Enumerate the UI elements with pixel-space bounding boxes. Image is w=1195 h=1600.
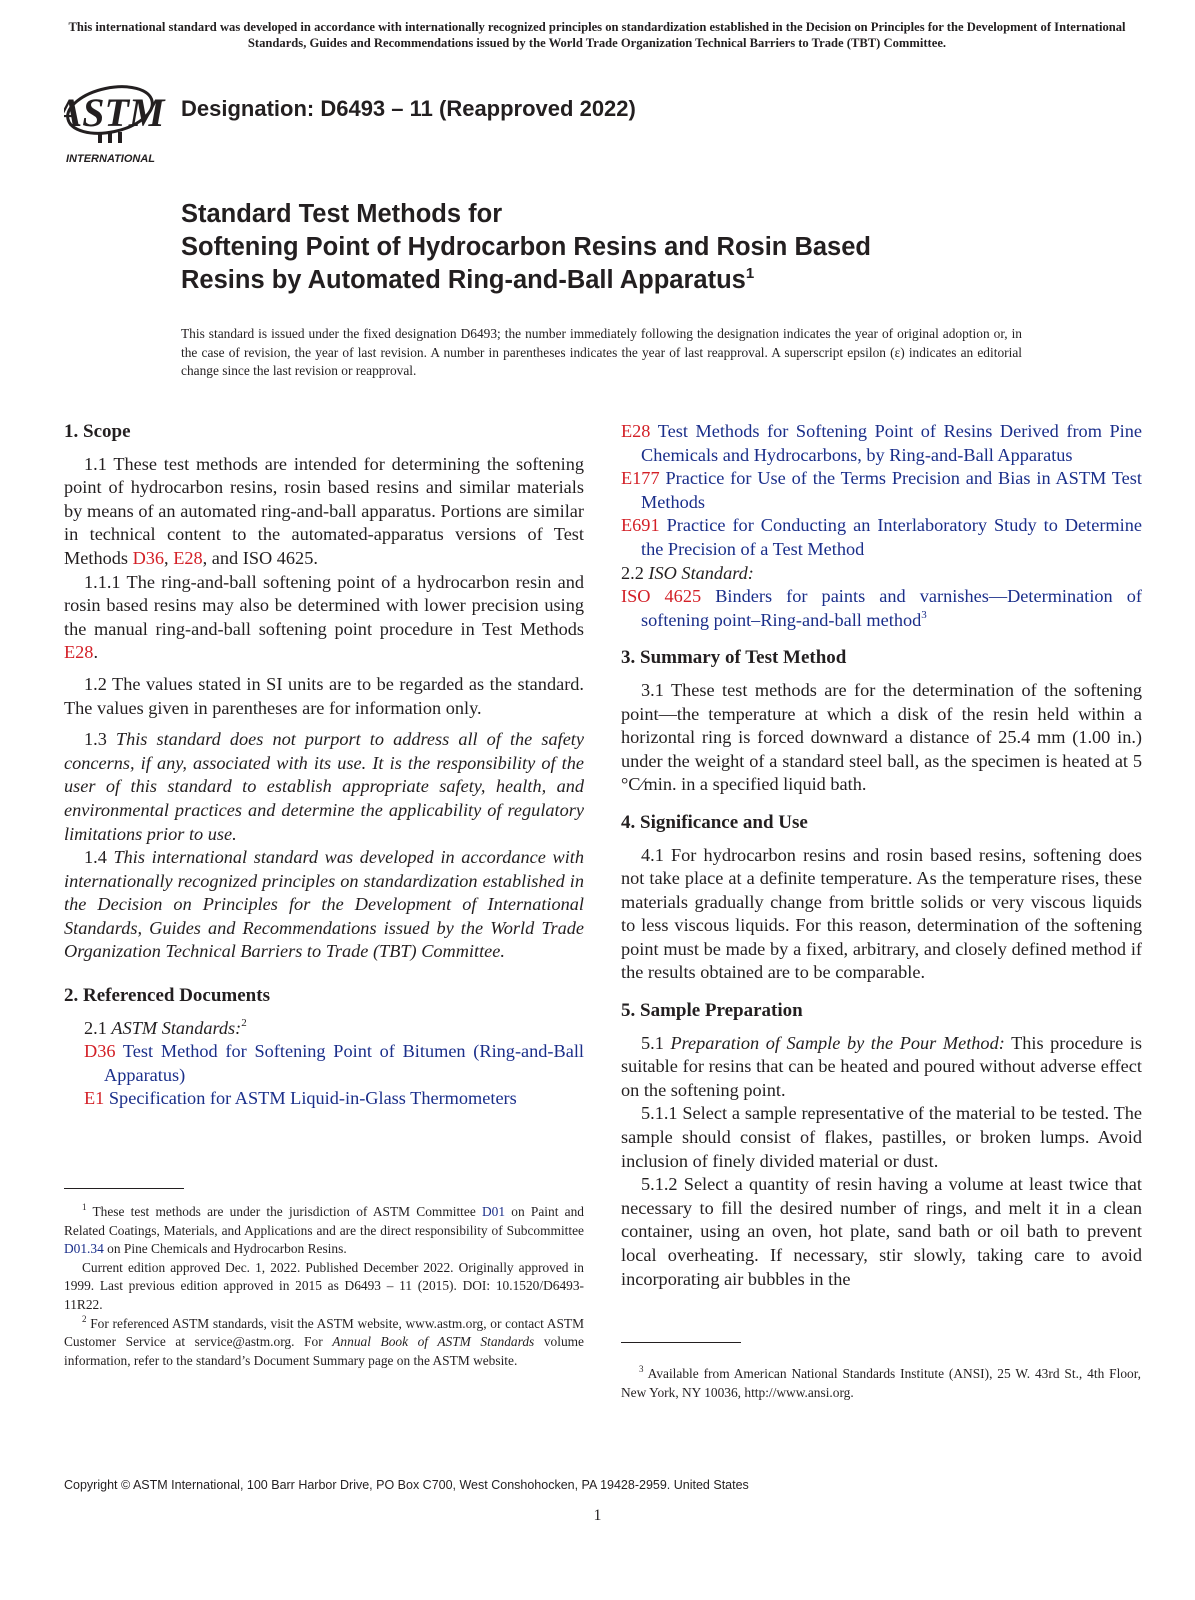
reference-code[interactable]: ISO 4625 [621, 586, 702, 607]
astm-standards-footnote-mark: 2 [241, 1016, 247, 1029]
footnote-edition: Current edition approved Dec. 1, 2022. Published December 2022. Originally approved in 1999. Last previous edition approved in 2015 as D6493 – 11 (2015). DOI: 10.1520/D6493-11R22. [64, 1259, 584, 1312]
reference-d36[interactable] [84, 1040, 584, 1087]
section-heading-significance: 4. Significance and Use [621, 811, 808, 833]
paragraph-4-1: 4.1 For hydrocarbon resins and rosin based resins, softening does not take place at a definite temperature. As the temperature rises, these materials gradually change from brittle solids or very viscous liquids to less viscous liquids. For this reason, determination of the softening point must be made by a fixed, arbitrary, and closely defined method if the results obtained are to be comparable. [621, 844, 1142, 983]
title-line-3-text: Resins by Automated Ring-and-Ball Apparatus [181, 266, 746, 294]
reference-title[interactable]: Practice for Conducting an Interlaboratory Study to Determine the Precision of a Test Method [641, 515, 1142, 559]
link-d01[interactable]: D01 [482, 1204, 506, 1219]
section-heading-referenced-documents: 2. Referenced Documents [64, 985, 270, 1007]
top-notice: This international standard was developed in accordance with internationally recognized principles on standardization established in the Decision on Principles for the Development of International Standards, Guides and Recommendations issued by the World Trade Organization Technical Barriers to Trade (TBT) Committee. [68, 20, 1126, 50]
footnote-2-text-2: volume information, refer to the standard’s Document Summary page on the ASTM website. [64, 1334, 584, 1368]
title-line-1: Standard Test Methods for [181, 200, 503, 228]
reference-title[interactable]: Practice for Use of the Terms Precision and Bias in ASTM Test Methods [641, 468, 1142, 512]
footnote-2-mark: 2 [82, 1313, 87, 1324]
issue-note: This standard is issued under the fixed designation D6493; the number immediately following the designation indicates the year of original adoption or, in the case of revision, the year of last revision. A number in parentheses indicates the year of last reapproval. A superscript epsilon (ε) indicates an editorial change since the last revision or reapproval. [181, 326, 1022, 378]
paragraph-1-1-text: 1.1 These test methods are intended for determining the softening point of hydrocarbon resins, rosin based resins and similar materials by means of an automated ring-and-ball apparatus. Portions are similar in technical content to the automated-apparatus versions of Test Methods [64, 453, 584, 568]
footnote-3-mark: 3 [639, 1364, 644, 1374]
paragraph-1-2: 1.2 The values stated in SI units are to be regarded as the standard. The values given in parentheses are for information only. [64, 673, 584, 718]
paragraph-1-1-sep: , [164, 547, 174, 568]
reference-e691[interactable] [621, 514, 1142, 561]
paragraph-3-1: 3.1 These test methods are for the determination of the softening point—the temperature at which a disk of the resin held within a horizontal ring is forced downward a distance of 25.4 mm (1.00 in.) under the weight of a standard steel ball, as the specimen is heated at 5 °C⁄min. in a specified liquid bath. [621, 679, 1142, 795]
iso-standard-number: 2.2 [621, 562, 649, 583]
svg-text:ASTM: ASTM [64, 90, 165, 135]
reference-code[interactable]: E177 [621, 468, 660, 489]
paragraph-1-4-number: 1.4 [84, 847, 114, 868]
footnotes-right [621, 1365, 1141, 1402]
astm-standards-text: ASTM Standards: [111, 1017, 242, 1038]
section-heading-summary: 3. Summary of Test Method [621, 647, 847, 669]
footnote-2-text: For referenced ASTM standards, visit the ASTM website, www.astm.org, or contact ASTM Customer Service at service@astm.org. For [64, 1315, 584, 1350]
section-heading-sample-preparation: 5. Sample Preparation [621, 1000, 803, 1022]
document-title [181, 198, 1041, 297]
footnote-1-mark: 1 [82, 1202, 87, 1212]
paragraph-5-1-text: This procedure is suitable for resins that can be heated and poured without adverse effect on the softening point. [621, 1032, 1143, 1100]
footnote-2 [64, 1315, 584, 1371]
reference-code[interactable]: E1 [84, 1088, 105, 1109]
astm-logo [64, 70, 176, 165]
reference-e1[interactable] [84, 1087, 584, 1111]
link-e28[interactable]: E28 [173, 547, 203, 568]
reference-code[interactable]: D36 [84, 1041, 116, 1062]
reference-title[interactable]: Test Method for Softening Point of Bitumen (Ring-and-Ball Apparatus) [104, 1041, 584, 1085]
paragraph-1-4-text: This international standard was developed in accordance with internationally recognized principles on standardization established in the Decision on Principles for the Development of International Standards, Guides and Recommendations issued by the World Trade Organization Technical Barriers to Trade (TBT) Committee. [64, 847, 585, 962]
paragraph-5-1-number: 5.1 [641, 1032, 671, 1053]
paragraph-5-1-1: 5.1.1 Select a sample representative of the material to be tested. The sample should consist of flakes, pastilles, or broken lumps. Avoid inclusion of finely divided material or dust. [621, 1103, 1142, 1171]
footnote-2-italic: Annual Book of ASTM Standards [332, 1334, 535, 1350]
astm-standards-number: 2.1 [84, 1017, 112, 1038]
footnote-3-text: Available from American National Standards Institute (ANSI), 25 W. 43rd St., 4th Floor, New York, NY 10036, http://www.ansi.org. [621, 1366, 1141, 1400]
footnote-1-text-2: on Paint and Related Coatings, Materials, and Applications and are the direct responsibility of Subcommittee [64, 1204, 585, 1238]
footnote-1-text: These test methods are under the jurisdiction of ASTM Committee [86, 1204, 483, 1219]
link-d36[interactable]: D36 [132, 547, 165, 568]
reference-code[interactable]: E691 [621, 515, 660, 536]
paragraph-1-4 [64, 846, 584, 964]
title-line-3 [181, 264, 1041, 297]
footnote-1 [64, 1203, 584, 1259]
page-number: 1 [593, 1507, 602, 1524]
paragraph-5-1 [621, 1032, 1142, 1103]
reference-title[interactable]: Specification for ASTM Liquid-in-Glass Thermometers [108, 1088, 517, 1109]
paragraph-1-3 [64, 728, 584, 846]
reference-iso-4625[interactable] [621, 585, 1142, 632]
reference-title[interactable]: Binders for paints and varnishes—Determination of softening point–Ring-and-ball method [641, 586, 1143, 630]
paragraph-1-1-1-end: . [93, 642, 99, 663]
paragraph-1-1-end: , and ISO 4625. [202, 547, 318, 568]
footnote-1-text-3: on Pine Chemicals and Hydrocarbon Resins. [103, 1241, 347, 1257]
iso-standard-text: ISO Standard: [648, 562, 754, 583]
reference-e177[interactable] [621, 467, 1142, 514]
paragraph-5-1-italic: Preparation of Sample by the Pour Method: [670, 1032, 1005, 1053]
reference-code[interactable]: E28 [621, 421, 651, 441]
footnote-divider-left [64, 1188, 184, 1189]
paragraph-5-1-2: 5.1.2 Select a quantity of resin having a volume at least twice that necessary to fill the desired number of rings, and melt it in a clean container, using an oven, hot plate, sand bath or oil bath to prevent local overheating. If necessary, stir slowly, taking care to avoid incorporating air bubbles in the [621, 1174, 1142, 1289]
footnote-divider-right [621, 1342, 741, 1343]
copyright-notice: Copyright © ASTM International, 100 Barr Harbor Drive, PO Box C700, West Conshohocken, PA 19428-2959. United States [64, 1478, 749, 1492]
link-d01-34[interactable]: D01.34 [64, 1241, 104, 1257]
paragraph-1-3-number: 1.3 [84, 729, 116, 750]
paragraph-1-1-1-text: 1.1.1 The ring-and-ball softening point of a hydrocarbon resin and rosin based resins may also be determined with lower precision using the manual ring-and-ball softening point procedure in Test Methods [64, 571, 584, 639]
svg-text:INTERNATIONAL: INTERNATIONAL [66, 153, 156, 165]
paragraph-1-1-1 [64, 571, 584, 665]
reference-e28[interactable] [621, 420, 1142, 467]
astm-logo-mark [64, 70, 176, 165]
footnote-3 [621, 1365, 1141, 1402]
reference-title[interactable]: Test Methods for Softening Point of Resins Derived from Pine Chemicals and Hydrocarbons, by Ring-and-Ball Apparatus [641, 421, 1142, 465]
footnotes-left [64, 1203, 584, 1370]
astm-standards-label [84, 1017, 584, 1041]
title-footnote-mark: 1 [745, 265, 755, 282]
right-column [621, 420, 1142, 1291]
link-e28[interactable]: E28 [64, 642, 94, 663]
reference-footnote-mark: 3 [921, 608, 927, 621]
title-line-2: Softening Point of Hydrocarbon Resins and Rosin Based [181, 233, 871, 261]
paragraph-1-3-text: This standard does not purport to address all of the safety concerns, if any, associated with its use. It is the responsibility of the user of this standard to establish appropriate safety, health, and environmental practices and determine the applicability of regulatory limitations prior to use. [64, 729, 584, 844]
paragraph-1-1 [64, 453, 584, 571]
iso-standard-label [621, 562, 1142, 586]
designation: Designation: D6493 – 11 (Reapproved 2022) [181, 96, 636, 121]
section-heading-scope: 1. Scope [64, 421, 131, 442]
left-column [64, 420, 584, 1111]
